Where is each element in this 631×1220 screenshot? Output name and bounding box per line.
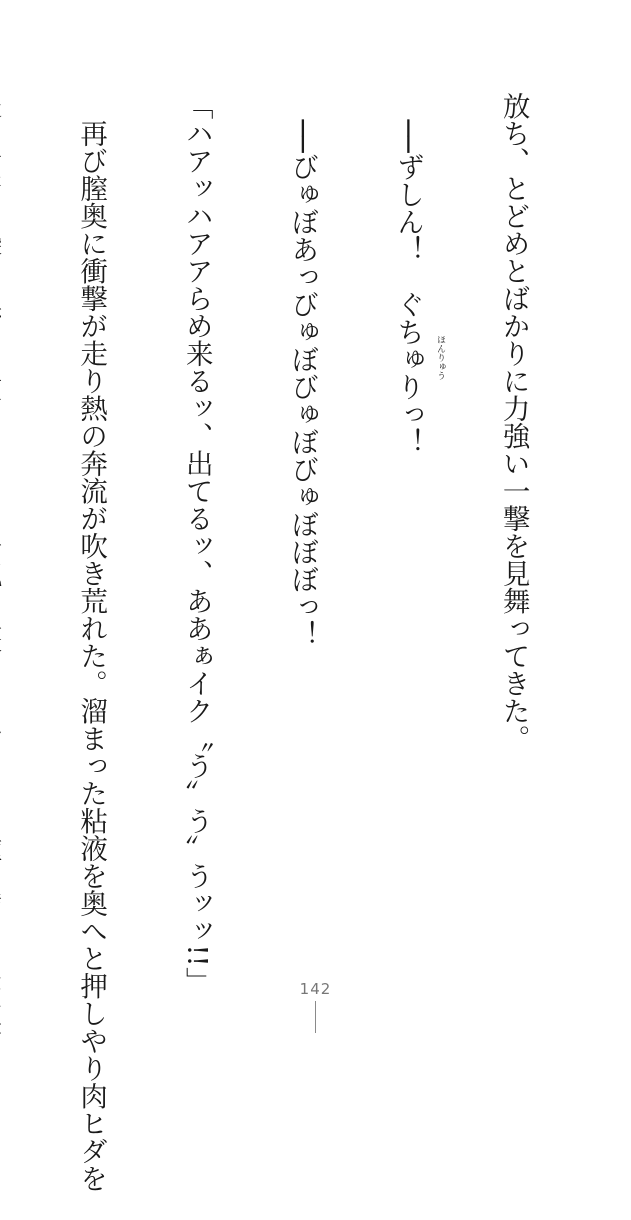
- text-line: 再び膣奥に衝撃が走り熱の奔流が吹き荒れた。溜まった粘液を奥へと押しやり肉ヒダを: [75, 92, 108, 1192]
- page-number: 142: [299, 980, 332, 998]
- text-line: [0, 92, 3, 942]
- text-line: 「ハアッハアアらめ来るッ、出てるッ、ああぁイク〝う〟う〟うッッ!!」: [180, 92, 213, 995]
- furigana-ruby: ほんりゅう: [435, 335, 445, 380]
- page-number-rule: [315, 1001, 316, 1033]
- text-line: ──ずしん！ ぐちゅりっ！: [391, 92, 424, 456]
- text-line: ──びゅぼあっびゅぼびゅぼびゅぼぼぼっ！: [286, 92, 319, 648]
- text-line: 放ち、とどめとばかりに力強い一撃を見舞ってきた。: [497, 92, 530, 752]
